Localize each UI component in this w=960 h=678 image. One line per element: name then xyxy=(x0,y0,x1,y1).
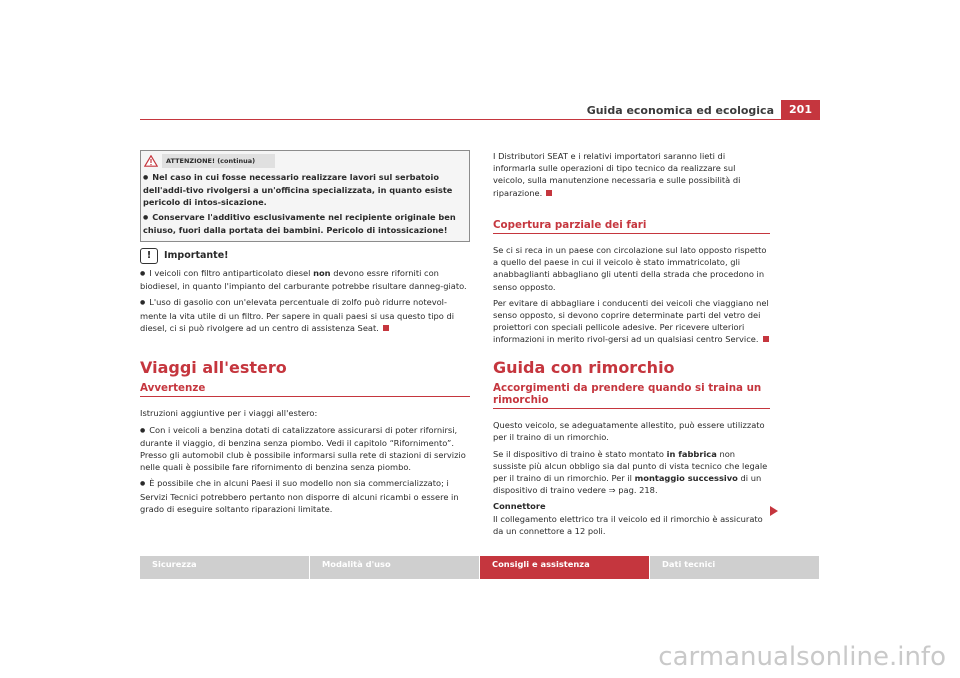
footer-tab-operation[interactable]: Modalità d'uso xyxy=(310,556,479,579)
travel-intro: Istruzioni aggiuntive per i viaggi all'estero: xyxy=(140,408,318,419)
important-item-1-rest: devono essre riforniti con biodiesel, in quanto l'impianto del carburante potrebbe risultare danneg-giato. xyxy=(140,268,467,292)
dealers-text: I Distributori SEAT e i relativi importatori saranno lieti di informarla sulle operazioni di tipo tecnico da realizzare sul veicolo, sulla manutenzione necessaria e sulle possibilità di riparazione. xyxy=(493,151,741,198)
warning-body xyxy=(141,171,469,236)
headlights-paragraph-1: Se ci si reca in un paese con circolazione sul lato opposto rispetto a quello del paese in cui il veicolo è stato immatricolato, gli anabbaglianti abbagliano gli utenti della strada che procedono in senso opposto. xyxy=(493,245,767,292)
next-page-arrow-icon xyxy=(770,506,778,516)
travel-item: ● Con i veicoli a benzina dotati di catalizzatore assicurarsi di poter rifornirsi, durante il viaggio, di benzina senza piombo. Vedi il capitolo “Rifornimento”. Presso gli automobil club è possibile informarsi sulla rete di stazioni di servizio nelle quali è possibile fare rifornimento di benzina senza piombo. xyxy=(140,424,470,474)
end-of-section-marker xyxy=(546,190,552,196)
connector-title-text: Connettore xyxy=(493,501,546,512)
warning-header xyxy=(144,154,469,168)
trailer-paragraph-2 xyxy=(493,448,770,497)
trailer-p2-c: non sussiste più alcun obbligo sia dal punto di vista tecnico che legale per il traino di un rimorchio. Per il xyxy=(493,448,768,484)
header-divider xyxy=(140,119,820,120)
trailer-paragraph-1: Questo veicolo, se adeguatamente allestito, può essere utilizzato per il traino di un rimorchio. xyxy=(493,420,765,443)
left-column xyxy=(140,150,470,519)
headlights-paragraph-2 xyxy=(493,297,770,346)
section-heading-travel: Viaggi all'estero xyxy=(140,358,287,378)
warning-box xyxy=(140,150,470,242)
page-number: 201 xyxy=(781,100,820,120)
connector-title xyxy=(493,500,770,512)
subheading-headlights: Copertura parziale dei fari xyxy=(493,219,770,234)
warning-label: ATTENZIONE! (continua) xyxy=(162,154,275,168)
footer-tab-advice[interactable]: Consigli e assistenza xyxy=(480,556,649,579)
important-item-1 xyxy=(140,267,470,292)
important-title: Importante! xyxy=(164,249,229,261)
right-column xyxy=(493,150,770,541)
trailer-p2-bold-retrofit: montaggio successivo xyxy=(634,473,738,484)
subheading-advice: Avvertenze xyxy=(140,382,470,397)
exclamation-icon: ! xyxy=(140,248,158,264)
trailer-p2-e: di un dispositivo di traino vedere ⇒ pag. 218. xyxy=(493,473,762,496)
important-item-1-text: I veicoli con filtro antiparticolato diesel xyxy=(149,268,311,279)
warning-item: ● Conservare l'additivo esclusivamente nel recipiente originale ben chiuso, fuori dalla portata dei bambini. Pericolo di intossicazione! xyxy=(143,211,467,236)
subheading-trailer: Accorgimenti da prendere quando si traina un rimorchio xyxy=(493,382,770,409)
end-of-section-marker xyxy=(763,336,769,342)
footer-tab-safety[interactable]: Sicurezza xyxy=(140,556,309,579)
important-item-2 xyxy=(140,296,470,334)
dealers-paragraph xyxy=(493,150,770,199)
headlights-paragraph-2-text: Per evitare di abbagliare i conducenti dei veicoli che viaggiano nel senso opposto, si devono coprire determinate parti del vetro dei proiettori con speciali pellicole adesive. Per ricevere ulteriori informazioni in merito rivol-gersi ad un qualsiasi centro Service. xyxy=(493,297,769,345)
important-header xyxy=(140,248,470,264)
trailer-paragraph-3: Il collegamento elettrico tra il veicolo ed il rimorchio è assicurato da un connettore a 12 poli. xyxy=(493,513,763,536)
footer-tab-technical[interactable]: Dati tecnici xyxy=(650,556,819,579)
running-header-title: Guida economica ed ecologica xyxy=(586,104,774,117)
end-of-section-marker xyxy=(383,325,389,331)
important-item-1-bold: non xyxy=(313,268,331,279)
warning-item: ● Nel caso in cui fosse necessario realizzare lavori sul serbatoio dell'addi-tivo rivolgersi a un'officina specializzata, in quanto esiste pericolo di intos-sicazione. xyxy=(143,171,467,209)
watermark: carmanualsonline.info xyxy=(658,642,946,672)
travel-item: ● È possibile che in alcuni Paesi il suo modello non sia commercializzato; i Servizi Tecnici potrebbero pertanto non disporre di alcuni ricambi o essere in grado di eseguire soltanto riparazioni limitate. xyxy=(140,477,470,515)
footer-nav xyxy=(140,556,820,579)
section-heading-trailer: Guida con rimorchio xyxy=(493,357,675,377)
trailer-p2-a: Se il dispositivo di traino è stato montato xyxy=(493,448,664,459)
trailer-p2-bold-factory: in fabbrica xyxy=(666,448,717,459)
important-item-2-text: L'uso di gasolio con un'elevata percentuale di zolfo può ridurre notevol-mente la vita utile di un filtro. Per sapere in quali paesi si usa questo tipo di diesel, ci si può rivolgere ad un centro di assistenza Seat. xyxy=(140,297,455,333)
warning-triangle-icon xyxy=(144,155,158,167)
